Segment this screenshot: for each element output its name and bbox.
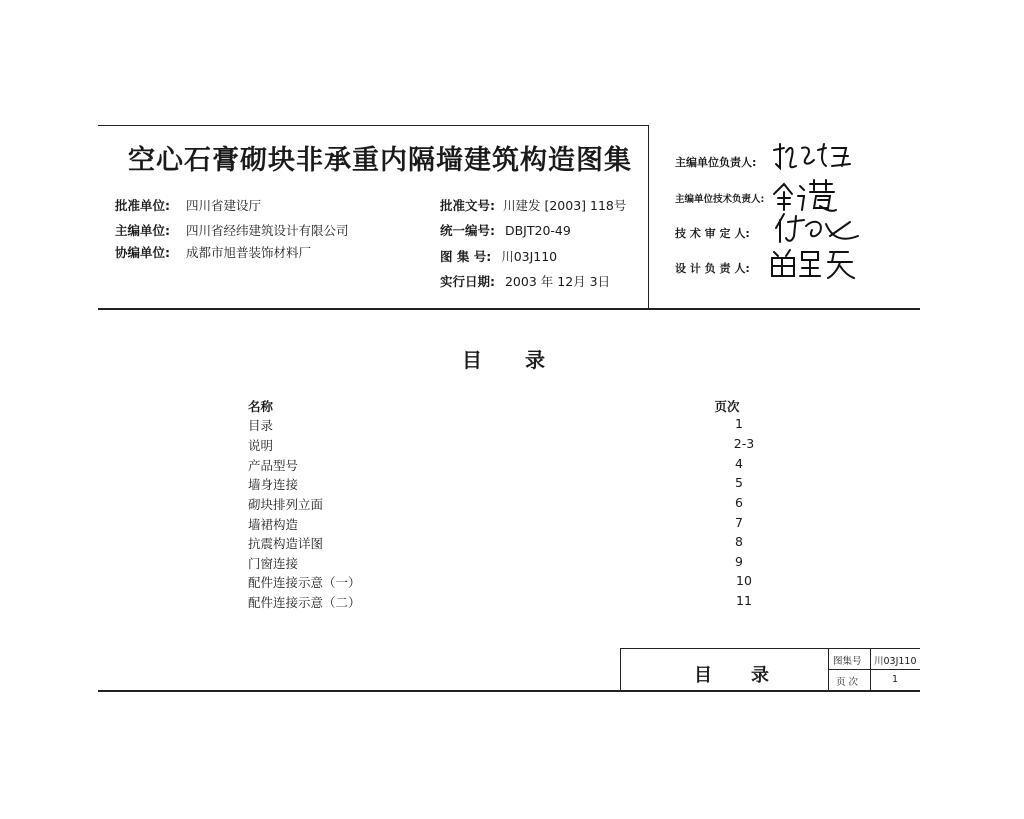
unified-no-row xyxy=(440,221,571,239)
toc-item-page: 10 xyxy=(736,573,752,588)
toc-item-page: 4 xyxy=(735,456,743,471)
header-top-rule xyxy=(98,125,648,126)
design-head-signature xyxy=(768,246,858,282)
title-block-top-rule xyxy=(620,648,920,649)
title-block-mid-rule xyxy=(828,669,920,670)
chief-unit-head-label: 主编单位负责人: xyxy=(675,156,757,169)
atlas-no-value: 川03J110 xyxy=(501,249,558,264)
toc-item-page: 2-3 xyxy=(733,436,755,451)
header-divider xyxy=(648,125,649,309)
toc-item-name[interactable]: 抗震构造详图 xyxy=(248,536,324,551)
atlas-title: 空心石膏砌块非承重内隔墙建筑构造图集 xyxy=(128,145,632,176)
toc-item-page: 9 xyxy=(735,554,743,569)
co-editor-unit-label: 协编单位: xyxy=(115,245,170,260)
toc-item-name[interactable]: 砌块排列立面 xyxy=(248,497,324,512)
design-head-label: 设 计 负 责 人: xyxy=(675,262,750,275)
chief-editor-unit-label: 主编单位: xyxy=(115,223,170,238)
toc-item-page: 5 xyxy=(735,475,743,490)
technical-reviewer-label: 技 术 审 定 人: xyxy=(675,227,750,240)
toc-page-header: 页次 xyxy=(714,399,740,414)
effective-date-label: 实行日期: xyxy=(440,274,495,289)
unified-no-value: DBJT20-49 xyxy=(504,223,571,238)
effective-date-row xyxy=(440,272,610,290)
toc-item-name[interactable]: 说明 xyxy=(248,438,274,453)
title-block-page-value: 1 xyxy=(892,674,899,685)
technical-reviewer-signature xyxy=(770,208,862,248)
approval-unit-row xyxy=(115,196,261,214)
atlas-no-row xyxy=(440,247,557,265)
page-bottom-rule xyxy=(98,690,920,692)
approval-doc-value: 川建发 [2003] 118号 xyxy=(502,198,627,213)
unified-no-label: 统一编号: xyxy=(440,223,495,238)
atlas-no-label: 图 集 号: xyxy=(440,249,492,264)
toc-item-name[interactable]: 目录 xyxy=(248,418,274,433)
chief-editor-unit-row xyxy=(115,221,349,239)
co-editor-unit-row xyxy=(115,243,311,261)
chief-editor-unit-value: 四川省经纬建筑设计有限公司 xyxy=(185,223,349,238)
effective-date-value: 2003 年 12月 3日 xyxy=(504,274,611,289)
toc-item-page: 11 xyxy=(736,593,752,608)
toc-title: 目 录 xyxy=(462,348,546,372)
toc-item-name[interactable]: 产品型号 xyxy=(248,458,299,473)
toc-item-page: 1 xyxy=(735,416,743,431)
title-block-atlas-no-label: 图集号 xyxy=(833,656,862,667)
title-block-page-label: 页 次 xyxy=(836,677,859,688)
title-block-left-rule xyxy=(620,648,621,691)
title-block-atlas-no-value: 川03J110 xyxy=(874,656,917,667)
chief-unit-tech-head-label: 主编单位技术负责人: xyxy=(675,194,765,205)
toc-item-page: 6 xyxy=(735,495,743,510)
toc-item-page: 7 xyxy=(735,515,743,530)
approval-doc-row xyxy=(440,196,626,214)
toc-item-name[interactable]: 墙身连接 xyxy=(248,477,299,492)
approval-doc-label: 批准文号: xyxy=(440,198,495,213)
header-bottom-rule xyxy=(98,308,920,310)
approval-unit-value: 四川省建设厅 xyxy=(185,198,261,213)
toc-item-name[interactable]: 门窗连接 xyxy=(248,556,299,571)
toc-item-name[interactable]: 墙裙构造 xyxy=(248,517,299,532)
toc-item-name[interactable]: 配件连接示意（一） xyxy=(248,575,361,590)
chief-unit-head-signature xyxy=(768,140,858,176)
title-block-title: 目 录 xyxy=(694,665,770,686)
approval-unit-label: 批准单位: xyxy=(115,198,170,213)
toc-item-name[interactable]: 配件连接示意（二） xyxy=(248,595,361,610)
toc-item-page: 8 xyxy=(735,534,743,549)
toc-name-header: 名称 xyxy=(248,399,274,414)
co-editor-unit-value: 成都市旭普装饰材料厂 xyxy=(185,245,311,260)
